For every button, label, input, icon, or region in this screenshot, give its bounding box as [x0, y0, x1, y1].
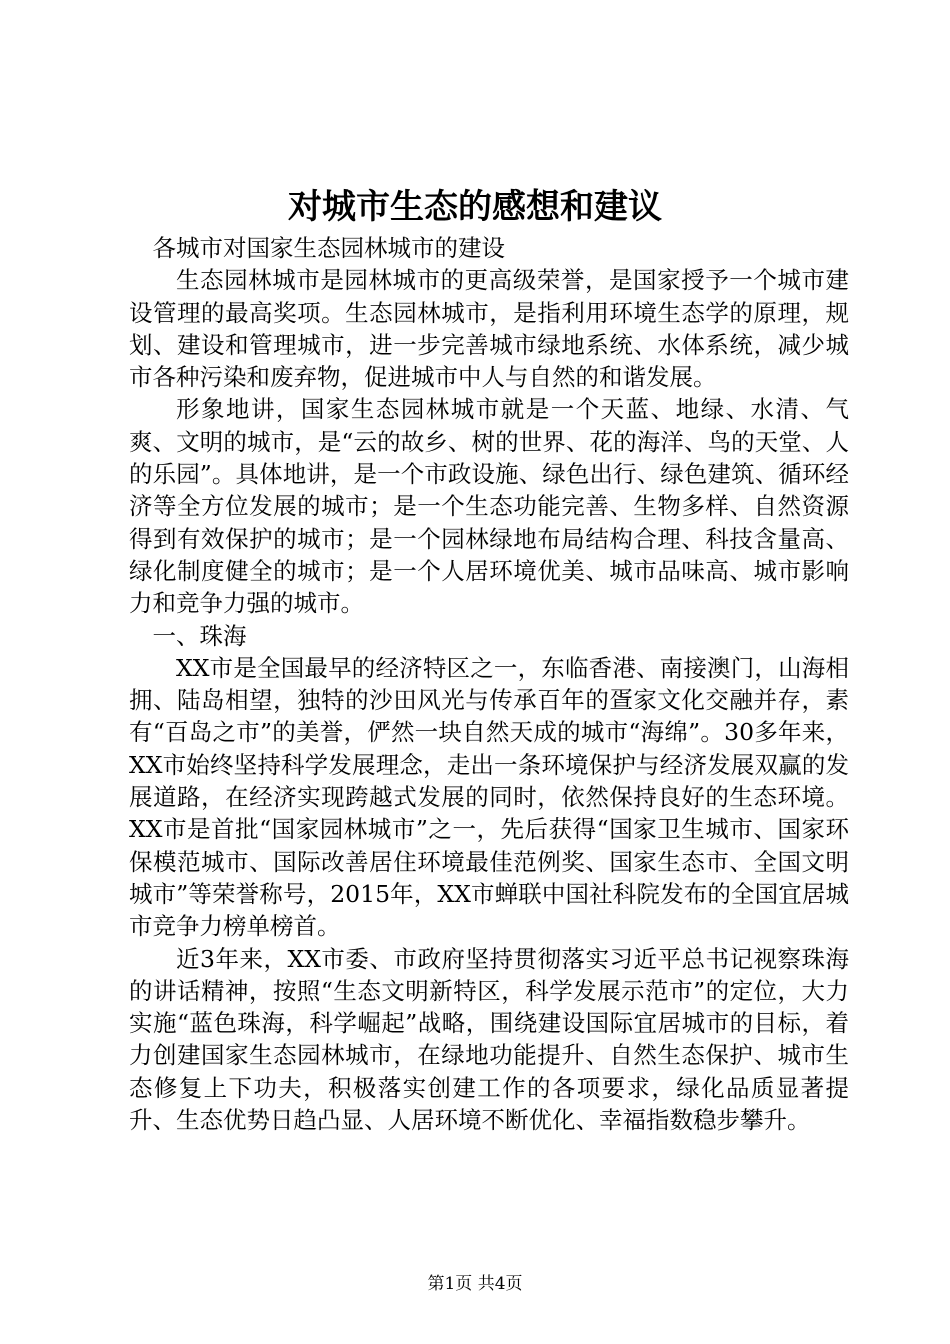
section-heading-zhuhai: 一、珠海 [152, 621, 247, 650]
paragraph-zhuhai-intro: XX市是全国最早的经济特区之一，东临香港、南接澳门，山海相拥、陆岛相望，独特的沙田风光与传承百年的疍家文化交融并存，素有“百岛之市”的美誉，俨然一块自然天成的城市“海绵”。30多年来，XX市始终坚持科学发展理念，走出一条环境保护与经济发展双赢的发展道路，在经济实现跨越式发展的同时，依然保持良好的生态环境。XX市是首批“国家园林城市”之一，先后获得“国家卫生城市、国家环保模范城市、国际改善居住环境最佳范例奖、国家生态市、全国文明城市”等荣誉称号，2015年，XX市蝉联中国社科院发布的全国宜居城市竞争力榜单榜首。 [129, 653, 849, 941]
paragraph-zhuhai-recent: 近3年来，XX市委、市政府坚持贯彻落实习近平总书记视察珠海的讲话精神，按照“生态文明新特区，科学发展示范市”的定位，大力实施“蓝色珠海，科学崛起”战略，围绕建设国际宜居城市的目标，着力创建国家生态园林城市，在绿地功能提升、自然生态保护、城市生态修复上下功夫，积极落实创建工作的各项要求，绿化品质显著提升、生态优势日趋凸显、人居环境不断优化、幸福指数稳步攀升。 [129, 944, 849, 1135]
page-number-footer: 第1页 共4页 [427, 1274, 523, 1294]
paragraph-definition: 生态园林城市是园林城市的更高级荣誉，是国家授予一个城市建设管理的最高奖项。生态园林城市，是指利用环境生态学的原理，规划、建设和管理城市，进一步完善城市绿地系统、水体系统，减少城市各种污染和废弃物，促进城市中人与自然的和谐发展。 [129, 266, 849, 392]
document-body [129, 232, 849, 1136]
document-title: 对城市生态的感想和建议 [288, 187, 662, 227]
paragraph-description: 形象地讲，国家生态园林城市就是一个天蓝、地绿、水清、气爽、文明的城市，是“云的故乡、树的世界、花的海洋、鸟的天堂、人的乐园”。具体地讲，是一个市政设施、绿色出行、绿色建筑、循环经济等全方位发展的城市；是一个生态功能完善、生物多样、自然资源得到有效保护的城市；是一个园林绿地布局结构合理、科技含量高、绿化制度健全的城市；是一个人居环境优美、城市品味高、城市影响力和竞争力强的城市。 [129, 395, 849, 618]
paragraph-subtitle: 各城市对国家生态园林城市的建设 [152, 234, 505, 262]
